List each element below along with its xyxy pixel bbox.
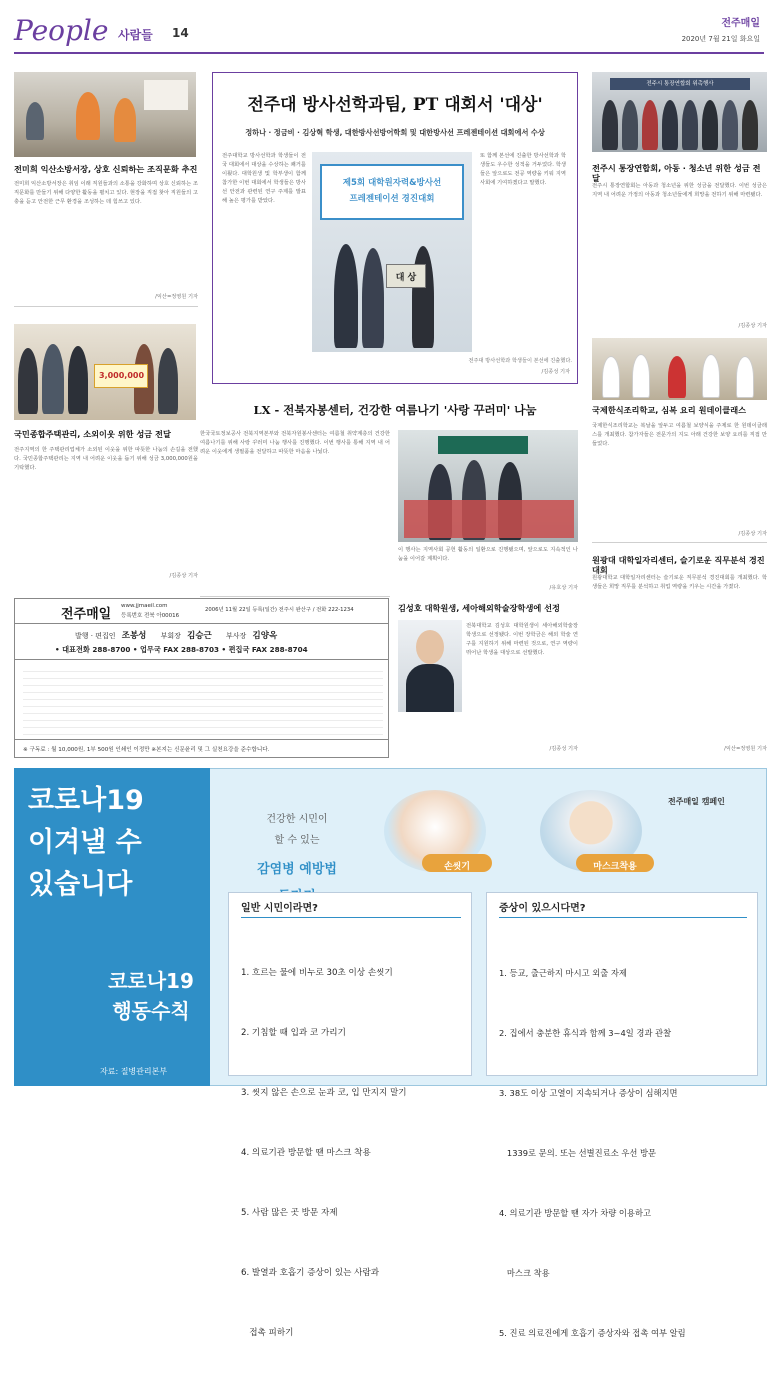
lx-title: LX - 전북자봉센터, 건강한 여름나기 '사랑 꾸러미' 나눔: [253, 403, 537, 417]
event-banner: 전주시 통장연합회 위촉행사: [646, 81, 714, 87]
box-title: 일반 시민이라면?: [241, 903, 318, 914]
story-body: 전미희 익산소방서장은 취임 이래 직원들과의 소통을 강화하며 상호 신뢰하는 조직문화를 만들기 위해 다양한 활동을 펼치고 있다. 현장을 직접 찾아 직원들의 고충을 듣고 안전한 근무 환경을 조성하는 데 힘쓰고 있다.: [14, 181, 199, 205]
byline: /김종상 기자: [169, 573, 198, 579]
photo-lx: [398, 430, 578, 542]
masthead: 전주매일 www.jjmaeil.com 등록번호 전북 아00016 2006년 11월 22일 등록(일간) 전주시 완산구 / 전화 222-1234 발행 · 편집인 조봉성 부회장 김승근 부사장 김양옥 • 대표전화 288-8700 • 업무국 FAX 288-8703 • 편집국 FAX 288-8704 ※ 구독료 : 월 10,000원, 1부 500원 인쇄인 이정만 ※본지는 신문윤리 및 그 실천요강을 준수합니다.: [14, 598, 389, 758]
feature-subtitle: 정하나 · 정금비 · 김상혁 학생, 대한방사선방어학회 및 대한방사선 프레젠테이션 대회에서 수상: [245, 128, 545, 137]
bureau-directory: [23, 665, 383, 735]
section-title: People: [14, 14, 109, 47]
byline: /김종상 기자: [738, 531, 767, 537]
masthead-name: 전주매일: [61, 607, 112, 622]
handwash-label: 손씻기: [443, 862, 471, 872]
story-title: 원광대 대학일자리센터, 슬기로운 직무분석 경진대회: [592, 555, 765, 575]
header-rule: [14, 52, 764, 54]
feature-body-left: 전주대학교 방사선학과 학생들이 전국 대회에서 대상을 수상하는 쾌거를 이뤘다. 대학원생 및 학부생이 함께 참가한 이번 대회에서 학생들은 방사선 안전과 관련된 연구 주제를 발표해 높은 평가를 받았다.: [222, 153, 306, 204]
rules-box-general: [228, 892, 472, 1338]
ad-intro: 건강한 시민이 할 수 있는 감염병 예방법: [257, 814, 337, 877]
photo-caption: 전주대 방사선학과 학생들이 본선에 진출했다.: [468, 358, 572, 364]
byline: /익산=정영원 기자: [155, 294, 198, 300]
lx-body: 한국국토정보공사 전북지역본부와 전북자원봉사센터는 여름철 취약계층의 건강한 여름나기를 위해 사랑 꾸러미 나눔 행사를 진행했다. 이번 행사를 통해 지역 내 어려운 이웃에게 생필품을 전달하고 따뜻한 마음을 나눴다.: [200, 431, 390, 455]
section-title-kr: 사람들: [118, 28, 153, 42]
photo-award: [312, 152, 472, 352]
ad-source: 자료: 질병관리본부: [100, 1067, 168, 1076]
masthead-footer: ※ 구독료 : 월 10,000원, 1부 500원 인쇄인 이정만 ※본지는 신문윤리 및 그 실천요강을 준수합니다.: [23, 747, 270, 753]
vice-president: 김양옥: [252, 631, 278, 641]
rules-list-general: 1. 흐르는 물에 비누로 30초 이상 손씻기 2. 기침할 때 입과 코 가리기 3. 씻지 않은 손으로 눈과 코, 입 만지지 말기 4. 의료기관 방문할 땐 마스크 착용 5. 사람 많은 곳 방문 자제 6. 발열과 호흡기 증상이 있는 사람과 접촉 피하기: [241, 968, 407, 1338]
issue-date: 2020년 7월 21일 화요일: [681, 35, 760, 43]
masthead-addr: 등록번호 전북 아00016: [121, 613, 180, 619]
section-header: [14, 14, 764, 50]
vice-chairman: 김승근: [187, 631, 212, 641]
rules-list-symptoms: 1. 등교, 출근하지 마시고 외출 자제 2. 집에서 충분한 휴식과 함께 3~4일 경과 관찰 3. 38도 이상 고열이 지속되거나 증상이 심해지면 1339로 문의. 또는 선별진료소 우선 방문 4. 의료기관 방문할 땐 자가 차량 이용하고 마스크 착용 5. 진료 의료진에게 호흡기 증상자와 접촉 여부 알림: [499, 968, 686, 1338]
byline: /김종성 기자: [549, 746, 578, 752]
masthead-phones: • 대표전화 288-8700 • 업무국 FAX 288-8703 • 편집국 FAX 288-8704: [55, 645, 308, 654]
story-body: 전주지역의 한 주택관리업체가 소외된 이웃을 위한 따뜻한 나눔의 손길을 전했다. 국민종합주택관리는 지역 내 어려운 이웃을 돕기 위해 성금 3,000,000원을 기탁했다.: [14, 447, 198, 471]
story-body: 전주시 통장연합회는 아동과 청소년을 위한 성금을 전달했다. 이번 성금은 지역 내 어려운 가정의 아동과 청소년들에게 희망을 전하기 위해 마련됐다.: [592, 183, 767, 198]
story-body: 원광대학교 대학일자리센터는 슬기로운 직무분석 경진대회를 개최했다. 학생들은 희망 직무를 분석하고 취업 역량을 키우는 시간을 가졌다.: [592, 575, 767, 590]
rules-box-symptoms: [486, 892, 758, 1338]
donation-check: 3,000,000: [94, 364, 148, 388]
photo-fire-station: [14, 72, 196, 157]
kim-title: 김성호 대학원생, 세아해외학술장학생에 선정: [398, 603, 560, 613]
photo-kim: [398, 620, 462, 712]
photo-donation: [14, 324, 196, 420]
story-title: 전주시 통장연합회, 아동 · 청소년 위한 성금 전달: [592, 163, 761, 183]
award-banner: 제5회 대학원자력&방사선 프레젠테이션 경진대회: [320, 164, 464, 220]
lx-body-right: 이 행사는 지역사회 공헌 활동의 일환으로 진행됐으며, 앞으로도 지속적인 나눔을 이어갈 계획이다.: [398, 547, 578, 562]
photo-cooking: [592, 338, 767, 400]
mask-label-pill: [576, 854, 654, 872]
story-title: 국민종합주택관리, 소외이웃 위한 성금 전달: [14, 429, 171, 439]
rules-title: 코로나19 행동수칙: [108, 969, 194, 1023]
feature-body-right: 또 함께 본선에 진출한 방사선학과 학생들도 우수한 성적을 거두었다. 학생들은 앞으로도 전공 역량을 키워 지역사회에 기여하겠다고 말했다.: [480, 153, 566, 186]
byline: /김종상 기자: [738, 323, 767, 329]
mask-label: 마스크착용: [593, 862, 637, 872]
publisher: 조봉성: [121, 631, 147, 641]
byline: /김종성 기자: [541, 369, 570, 375]
box-title: 증상이 있으시다면?: [499, 903, 586, 914]
masthead-url: www.jjmaeil.com: [121, 603, 168, 609]
paper-name: 전주매일: [721, 18, 760, 29]
story-title: 전미희 익산소방서장, 상호 신뢰하는 조직문화 추진: [14, 164, 198, 174]
masthead-info: 2006년 11월 22일 등록(일간) 전주시 완산구 / 전화 222-1234: [205, 607, 354, 613]
award-placard: 대 상: [386, 264, 426, 288]
campaign-label: 전주매일 캠페인: [668, 797, 725, 806]
page-number: 14: [172, 26, 189, 40]
ad-headline: 코로나19 이겨낼 수 있습니다: [28, 785, 144, 900]
feature-title: 전주대 방사선학과팀, PT 대회서 '대상': [247, 95, 543, 115]
photo-tongjang: [592, 72, 767, 152]
handwash-label-pill: [422, 854, 492, 872]
kim-body: 전북대학교 김성호 대학원생이 세아해외학술장학생으로 선정됐다. 이번 장학금은 해외 학술 연구를 지원하기 위해 마련된 것으로, 연구 역량이 뛰어난 학생을 대상으로 선발했다.: [466, 623, 578, 656]
story-body: 국제한식조리학교는 복날을 앞두고 여름철 보양식을 주제로 한 원데이클래스를 개최했다. 참가자들은 전문가의 지도 아래 건강한 보양 요리를 직접 만들었다.: [592, 423, 767, 447]
story-title: 국제한식조리학교, 심복 요리 원데이클래스: [592, 405, 747, 415]
byline: /유호상 기자: [549, 585, 578, 591]
byline: /익산=정영원 기자: [724, 746, 767, 752]
